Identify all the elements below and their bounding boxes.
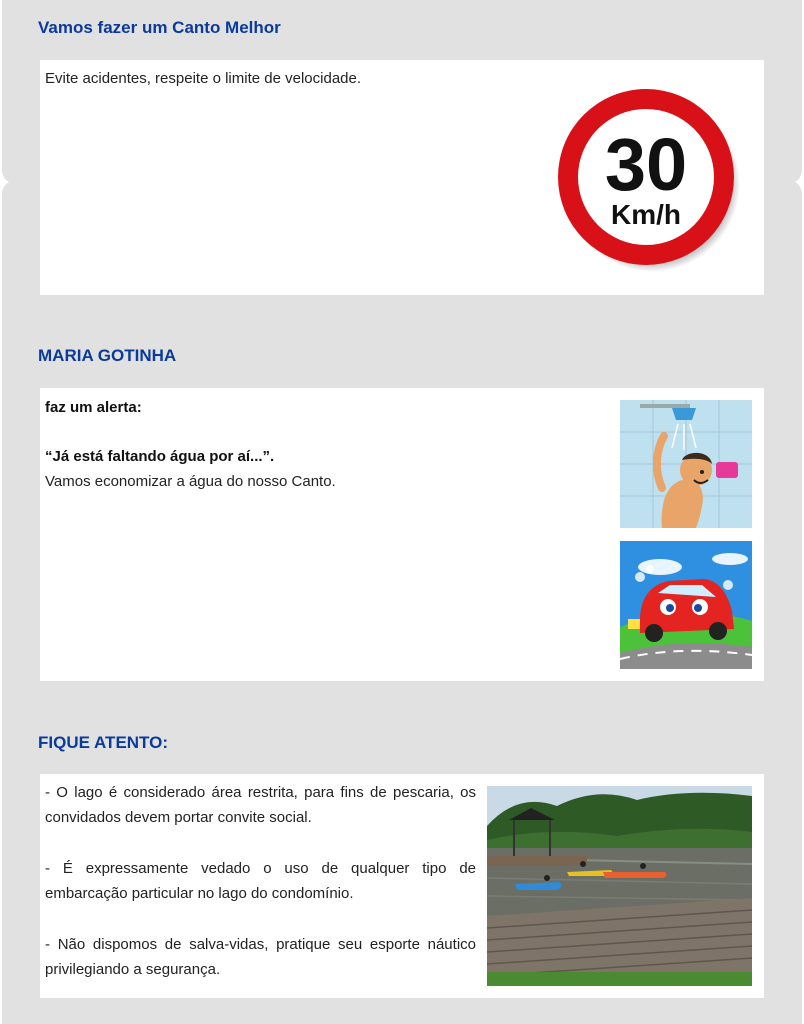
rule-paragraph-2: - É expressamente vedado o uso de qualquer tipo de embarcação particular no lago do condomínio. [45,860,476,902]
heading-fique-atento: FIQUE ATENTO: [38,733,169,752]
speed-warning-text: Evite acidentes, respeite o limite de velocidade. [45,70,362,87]
car-wash-illustration [620,541,752,669]
panel-fique-atento [40,774,764,998]
water-saving-text: Vamos economizar a água do nosso Canto. [45,473,336,490]
sign-unit: Km/h [611,199,681,230]
alert-intro: faz um alerta: [45,399,142,416]
heading-canto-melhor: Vamos fazer um Canto Melhor [38,18,281,37]
rule-paragraph-3: - Não dispomos de salva-vidas, pratique seu esporte náutico privilegiando a segurança. [45,936,476,978]
panel-canto-melhor [40,60,764,295]
alert-quote: “Já está faltando água por aí...”. [45,448,275,465]
lake-photo [487,786,752,986]
rule-paragraph-1: - O lago é considerado área restrita, para fins de pescaria, os convidados devem portar convite social. [45,784,476,826]
heading-maria-gotinha: MARIA GOTINHA [38,346,177,365]
panel-maria-gotinha [40,388,764,681]
speed-limit-sign [554,86,740,272]
shower-illustration [620,400,752,528]
sign-number: 30 [604,123,688,206]
